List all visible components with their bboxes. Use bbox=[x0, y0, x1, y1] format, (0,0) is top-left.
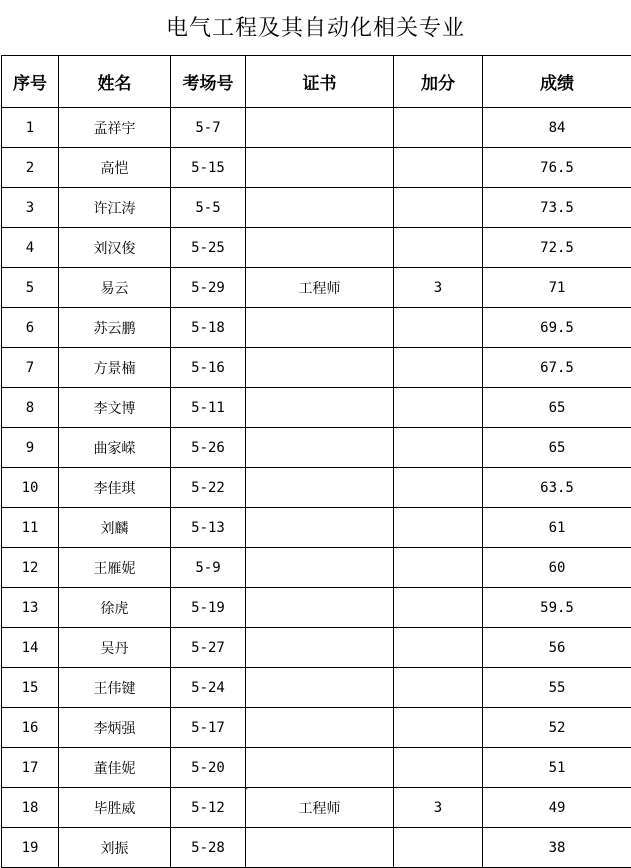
cell-score[interactable]: 65 bbox=[483, 428, 631, 468]
cell-name[interactable]: 刘振 bbox=[59, 828, 171, 868]
cell-name[interactable]: 刘汉俊 bbox=[59, 228, 171, 268]
table-row bbox=[2, 268, 631, 308]
table-row bbox=[2, 788, 631, 828]
cell-exam-room[interactable]: 5-16 bbox=[171, 348, 246, 388]
header-cell-certificate[interactable]: 证书 bbox=[246, 56, 394, 108]
cell-score[interactable]: 59.5 bbox=[483, 588, 631, 628]
cell-score[interactable]: 55 bbox=[483, 668, 631, 708]
cell-name[interactable]: 许江涛 bbox=[59, 188, 171, 228]
sheet-title: 电气工程及其自动化相关专业 bbox=[165, 16, 465, 41]
cell-exam-room[interactable]: 5-11 bbox=[171, 388, 246, 428]
header-cell-exam-room[interactable]: 考场号 bbox=[171, 56, 246, 108]
cell-bonus[interactable] bbox=[394, 468, 483, 508]
cell-exam-room[interactable]: 5-17 bbox=[171, 708, 246, 748]
cell-exam-room[interactable]: 5-28 bbox=[171, 828, 246, 868]
cell-index[interactable]: 8 bbox=[2, 388, 59, 428]
table-row bbox=[2, 668, 631, 708]
cell-name[interactable]: 苏云鹏 bbox=[59, 308, 171, 348]
table-row bbox=[2, 548, 631, 588]
cell-name[interactable]: 徐虎 bbox=[59, 588, 171, 628]
cell-score[interactable]: 60 bbox=[483, 548, 631, 588]
cell-bonus[interactable] bbox=[394, 668, 483, 708]
table-row bbox=[2, 708, 631, 748]
cell-name[interactable]: 毕胜威 bbox=[59, 788, 171, 828]
cell-bonus[interactable] bbox=[394, 428, 483, 468]
cell-certificate[interactable] bbox=[246, 748, 394, 788]
cell-exam-room[interactable]: 5-7 bbox=[171, 108, 246, 148]
cell-certificate[interactable] bbox=[246, 588, 394, 628]
cell-score[interactable]: 71 bbox=[483, 268, 631, 308]
table-row bbox=[2, 748, 631, 788]
cell-index[interactable]: 12 bbox=[2, 548, 59, 588]
table-row bbox=[2, 228, 631, 268]
cell-index[interactable]: 13 bbox=[2, 588, 59, 628]
cell-name[interactable]: 高恺 bbox=[59, 148, 171, 188]
cell-certificate[interactable] bbox=[246, 188, 394, 228]
cell-certificate[interactable] bbox=[246, 548, 394, 588]
cell-certificate[interactable] bbox=[246, 108, 394, 148]
cell-certificate[interactable] bbox=[246, 148, 394, 188]
cell-score[interactable]: 73.5 bbox=[483, 188, 631, 228]
cell-index[interactable]: 17 bbox=[2, 748, 59, 788]
cell-bonus[interactable]: 3 bbox=[394, 268, 483, 308]
cell-bonus[interactable] bbox=[394, 628, 483, 668]
table-row bbox=[2, 148, 631, 188]
cell-exam-room[interactable]: 5-5 bbox=[171, 188, 246, 228]
cell-score[interactable]: 76.5 bbox=[483, 148, 631, 188]
cell-certificate[interactable] bbox=[246, 468, 394, 508]
cell-bonus[interactable] bbox=[394, 548, 483, 588]
cell-bonus[interactable] bbox=[394, 308, 483, 348]
cell-certificate[interactable] bbox=[246, 388, 394, 428]
header-row bbox=[2, 56, 631, 108]
cell-index[interactable]: 15 bbox=[2, 668, 59, 708]
cell-certificate[interactable] bbox=[246, 508, 394, 548]
cell-index[interactable]: 11 bbox=[2, 508, 59, 548]
table-row bbox=[2, 508, 631, 548]
cell-exam-room[interactable]: 5-29 bbox=[171, 268, 246, 308]
cell-bonus[interactable]: 3 bbox=[394, 788, 483, 828]
cell-exam-room[interactable]: 5-13 bbox=[171, 508, 246, 548]
cell-index[interactable]: 3 bbox=[2, 188, 59, 228]
cell-certificate[interactable] bbox=[246, 828, 394, 868]
table-row bbox=[2, 308, 631, 348]
cell-bonus[interactable] bbox=[394, 188, 483, 228]
header-cell-score[interactable]: 成绩 bbox=[483, 56, 631, 108]
cell-exam-room[interactable]: 5-27 bbox=[171, 628, 246, 668]
table-row bbox=[2, 828, 631, 868]
cell-exam-room[interactable]: 5-22 bbox=[171, 468, 246, 508]
table-row bbox=[2, 588, 631, 628]
cell-score[interactable]: 84 bbox=[483, 108, 631, 148]
cell-name[interactable]: 曲家嵘 bbox=[59, 428, 171, 468]
cell-score[interactable]: 51 bbox=[483, 748, 631, 788]
cell-index[interactable]: 14 bbox=[2, 628, 59, 668]
cell-certificate[interactable]: 工程师 bbox=[246, 268, 394, 308]
comment-indicator-icon bbox=[246, 788, 251, 793]
header-cell-bonus[interactable]: 加分 bbox=[394, 56, 483, 108]
table-row bbox=[2, 388, 631, 428]
table-row bbox=[2, 348, 631, 388]
results-table bbox=[1, 55, 631, 868]
cell-certificate[interactable] bbox=[246, 788, 394, 828]
cell-certificate-text: 工程师 bbox=[298, 800, 341, 817]
cell-index[interactable]: 9 bbox=[2, 428, 59, 468]
cell-score[interactable]: 72.5 bbox=[483, 228, 631, 268]
cell-index[interactable]: 19 bbox=[2, 828, 59, 868]
table-row bbox=[2, 428, 631, 468]
cell-name[interactable]: 易云 bbox=[59, 268, 171, 308]
header-cell-name[interactable]: 姓名 bbox=[59, 56, 171, 108]
cell-index[interactable]: 18 bbox=[2, 788, 59, 828]
cell-name[interactable]: 王雁妮 bbox=[59, 548, 171, 588]
cell-exam-room[interactable]: 5-19 bbox=[171, 588, 246, 628]
cell-bonus[interactable] bbox=[394, 388, 483, 428]
cell-exam-room[interactable]: 5-9 bbox=[171, 548, 246, 588]
cell-certificate[interactable] bbox=[246, 628, 394, 668]
cell-bonus[interactable] bbox=[394, 828, 483, 868]
cell-index[interactable]: 10 bbox=[2, 468, 59, 508]
cell-name[interactable]: 王伟键 bbox=[59, 668, 171, 708]
cell-index[interactable]: 16 bbox=[2, 708, 59, 748]
cell-bonus[interactable] bbox=[394, 228, 483, 268]
cell-exam-room[interactable]: 5-15 bbox=[171, 148, 246, 188]
cell-certificate[interactable] bbox=[246, 228, 394, 268]
cell-index[interactable]: 6 bbox=[2, 308, 59, 348]
cell-bonus[interactable] bbox=[394, 348, 483, 388]
cell-certificate[interactable] bbox=[246, 668, 394, 708]
table-row bbox=[2, 108, 631, 148]
cell-score[interactable]: 63.5 bbox=[483, 468, 631, 508]
cell-index[interactable]: 2 bbox=[2, 148, 59, 188]
cell-index[interactable]: 1 bbox=[2, 108, 59, 148]
cell-exam-room[interactable]: 5-26 bbox=[171, 428, 246, 468]
table-row bbox=[2, 468, 631, 508]
cell-name[interactable]: 董佳妮 bbox=[59, 748, 171, 788]
cell-certificate[interactable] bbox=[246, 348, 394, 388]
cell-score[interactable]: 61 bbox=[483, 508, 631, 548]
cell-exam-room[interactable]: 5-18 bbox=[171, 308, 246, 348]
cell-exam-room[interactable]: 5-24 bbox=[171, 668, 246, 708]
cell-exam-room[interactable]: 5-12 bbox=[171, 788, 246, 828]
cell-bonus[interactable] bbox=[394, 108, 483, 148]
cell-score[interactable]: 56 bbox=[483, 628, 631, 668]
cell-name[interactable]: 李文博 bbox=[59, 388, 171, 428]
table-row bbox=[2, 628, 631, 668]
cell-score[interactable]: 65 bbox=[483, 388, 631, 428]
cell-name[interactable]: 吴丹 bbox=[59, 628, 171, 668]
cell-bonus[interactable] bbox=[394, 588, 483, 628]
cell-score[interactable]: 69.5 bbox=[483, 308, 631, 348]
cell-certificate[interactable] bbox=[246, 308, 394, 348]
cell-score[interactable]: 38 bbox=[483, 828, 631, 868]
cell-bonus[interactable] bbox=[394, 748, 483, 788]
cell-index[interactable]: 5 bbox=[2, 268, 59, 308]
cell-bonus[interactable] bbox=[394, 508, 483, 548]
cell-bonus[interactable] bbox=[394, 148, 483, 188]
cell-certificate[interactable] bbox=[246, 708, 394, 748]
cell-certificate[interactable] bbox=[246, 428, 394, 468]
cell-exam-room[interactable]: 5-25 bbox=[171, 228, 246, 268]
cell-score[interactable]: 67.5 bbox=[483, 348, 631, 388]
cell-name[interactable]: 孟祥宇 bbox=[59, 108, 171, 148]
cell-name[interactable]: 刘麟 bbox=[59, 508, 171, 548]
cell-exam-room[interactable]: 5-20 bbox=[171, 748, 246, 788]
cell-index[interactable]: 4 bbox=[2, 228, 59, 268]
cell-score[interactable]: 49 bbox=[483, 788, 631, 828]
cell-name[interactable]: 方景楠 bbox=[59, 348, 171, 388]
cell-score[interactable]: 52 bbox=[483, 708, 631, 748]
cell-name[interactable]: 李炳强 bbox=[59, 708, 171, 748]
cell-bonus[interactable] bbox=[394, 708, 483, 748]
header-cell-index[interactable]: 序号 bbox=[2, 56, 59, 108]
cell-index[interactable]: 7 bbox=[2, 348, 59, 388]
table-row bbox=[2, 188, 631, 228]
cell-name[interactable]: 李佳琪 bbox=[59, 468, 171, 508]
